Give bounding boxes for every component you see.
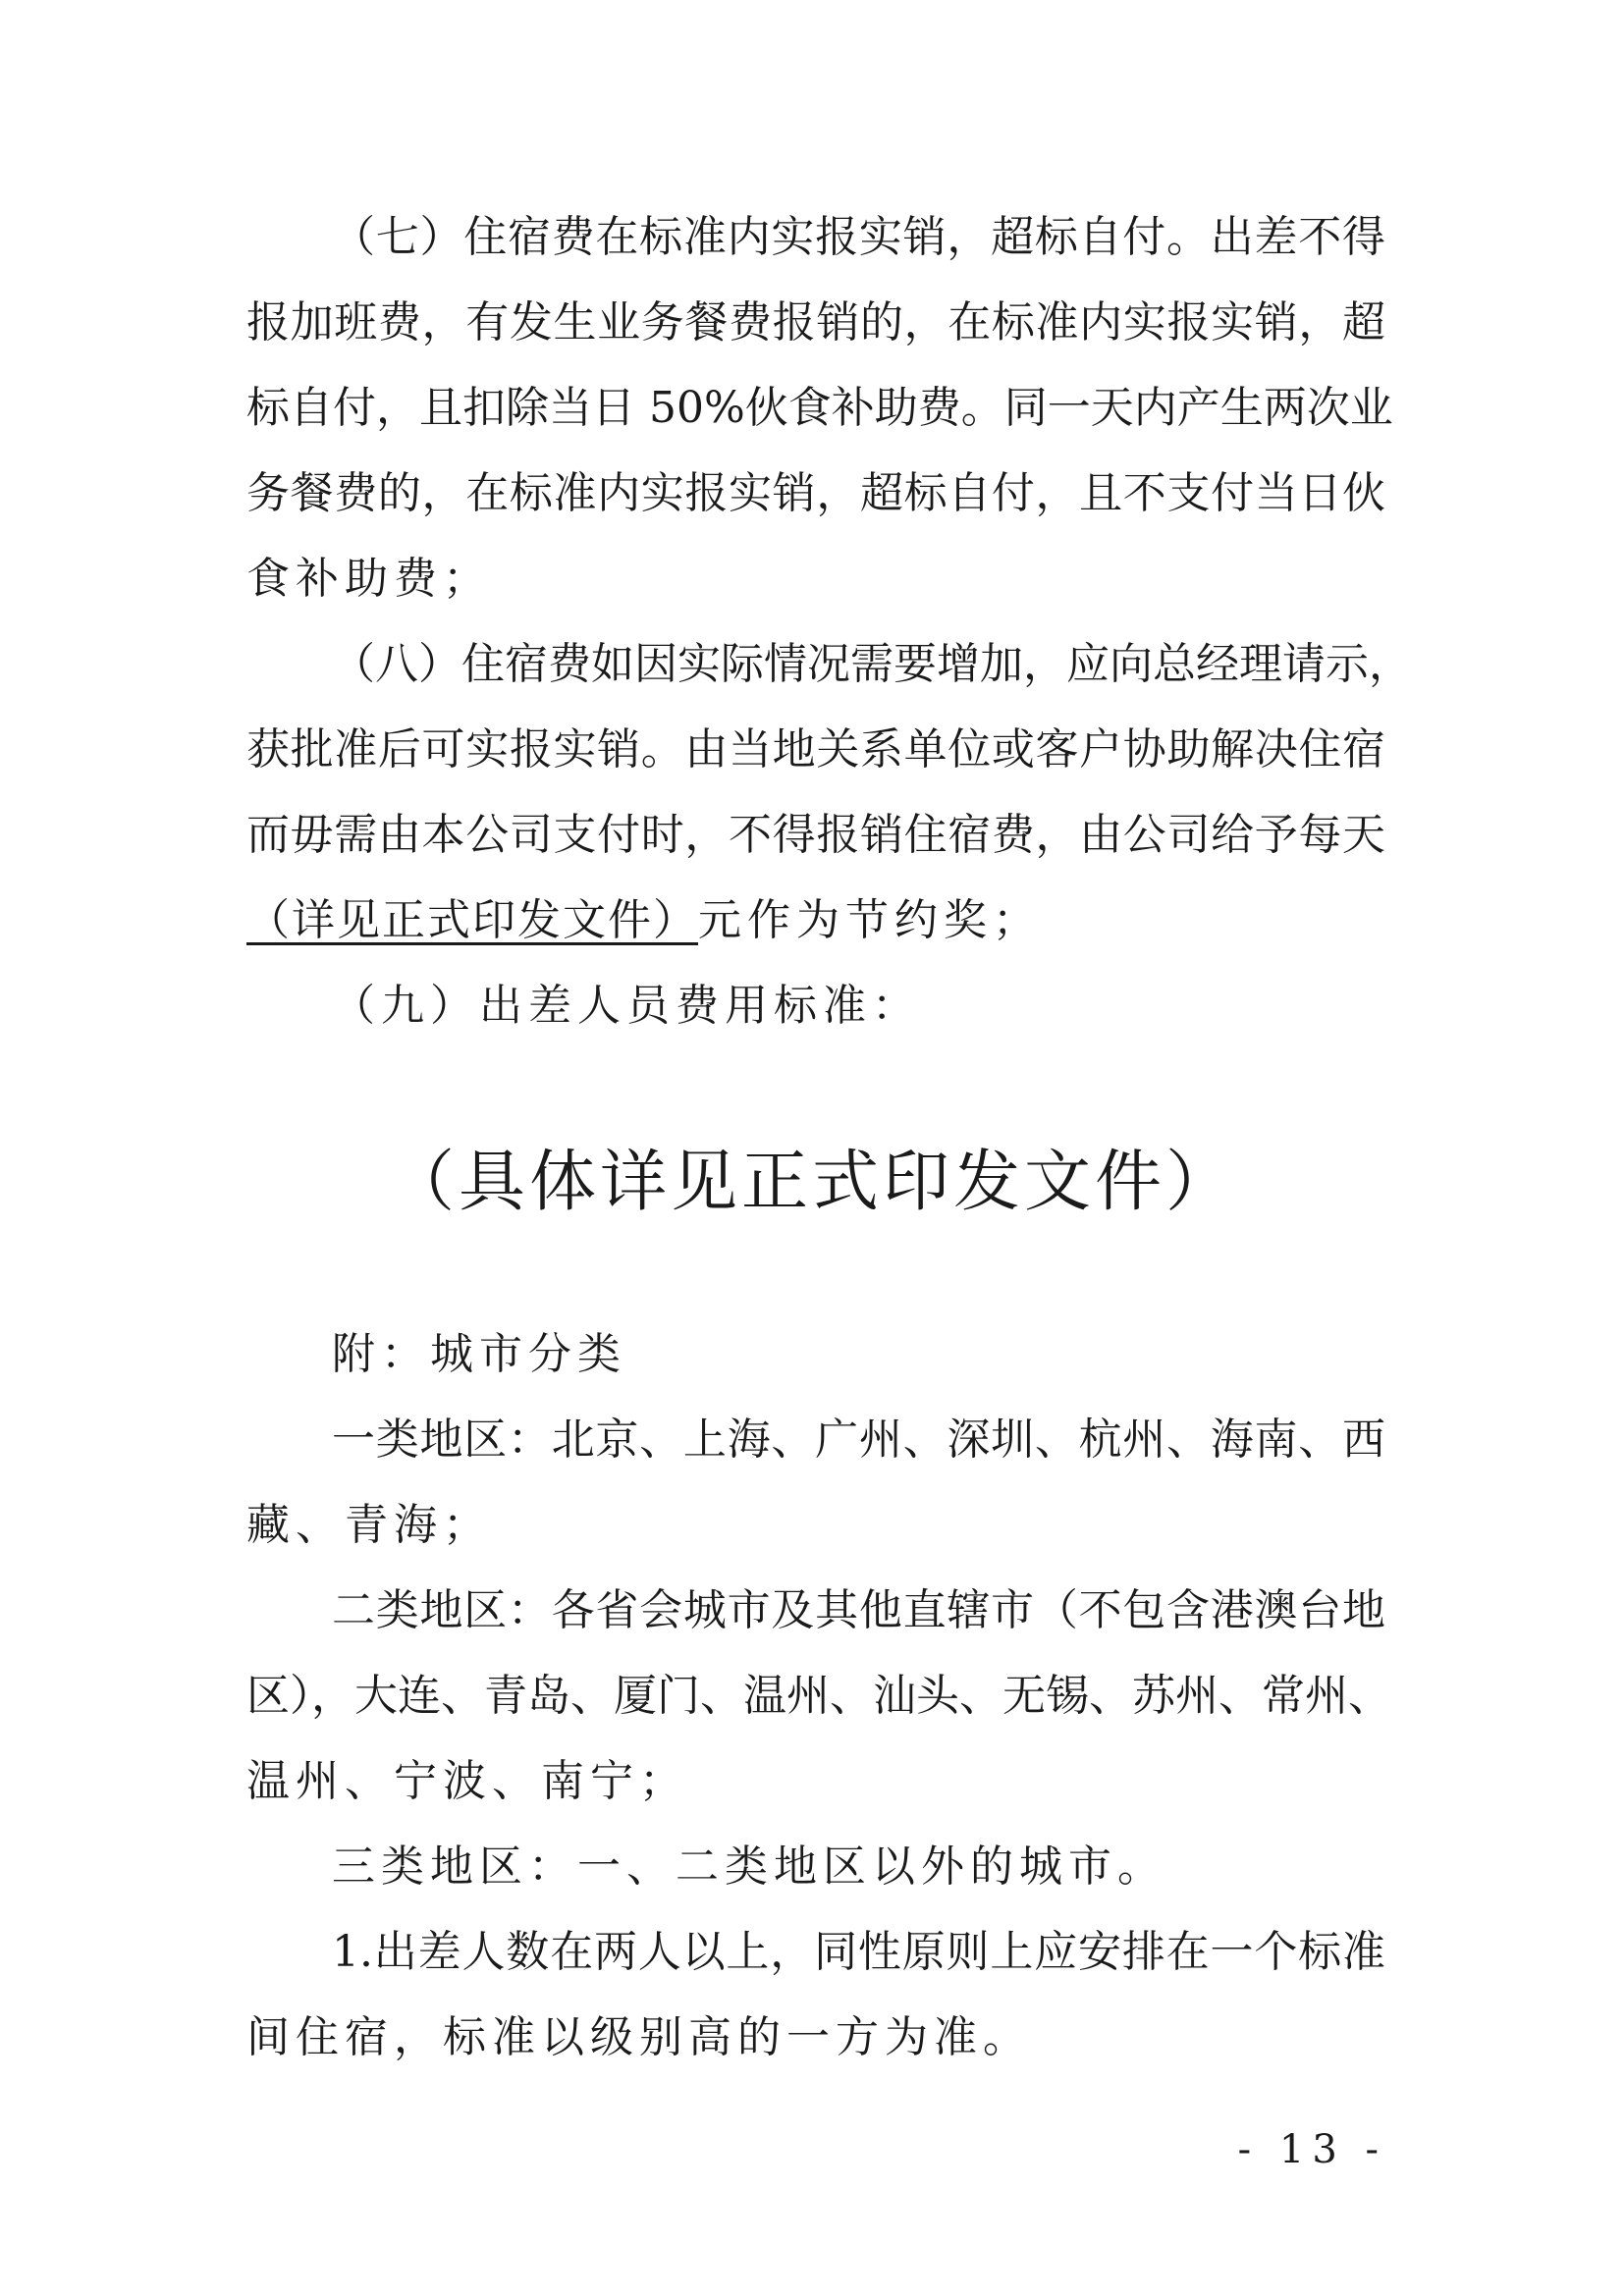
- paragraph-7-line-4: 务餐费的，在标准内实报实销，超标自付，且不支付当日伙: [246, 468, 1385, 518]
- standards-note-heading: （具体详见正式印发文件）: [387, 1144, 1236, 1221]
- class-1-line-2: 藏、青海；: [246, 1500, 492, 1550]
- page-number: - 13 -: [1237, 2127, 1386, 2172]
- paragraph-9: （九）出差人员费用标准：: [332, 981, 921, 1031]
- class-2-line-2: 区），大连、青岛、厦门、温州、汕头、无锡、苏州、常州、: [246, 1671, 1391, 1721]
- class-3: 三类地区：一、二类地区以外的城市。: [332, 1842, 1166, 1892]
- paragraph-7-line-1: （七）住宿费在标准内实报实销，超标自付。出差不得: [332, 212, 1385, 262]
- class-1-line-1: 一类地区：北京、上海、广州、深圳、杭州、海南、西: [332, 1415, 1385, 1465]
- appendix-title: 附：城市分类: [332, 1329, 626, 1379]
- paragraph-7-line-3: 标自付，且扣除当日 50%伙食补助费。同一天内产生两次业: [246, 383, 1393, 433]
- class-2-line-1: 二类地区：各省会城市及其他直辖市（不包含港澳台地: [332, 1585, 1385, 1635]
- class-2-line-3: 温州、宁波、南宁；: [246, 1756, 688, 1806]
- paragraph-8-underlined-note: （详见正式印发文件）: [246, 895, 698, 945]
- paragraph-8-line-4: [246, 876, 1385, 966]
- paragraph-8-line-4-rest: 元作为节约奖；: [698, 895, 1042, 945]
- rule-1-line-1: 1.出差人数在两人以上，同性原则上应安排在一个标准: [332, 1927, 1385, 1977]
- paragraph-8-line-3: 而毋需由本公司支付时，不得报销住宿费，由公司给予每天: [246, 810, 1385, 860]
- paragraph-8-line-1: （八）住宿费如因实际情况需要增加，应向总经理请示，: [332, 639, 1412, 689]
- paragraph-8-line-2: 获批准后可实报实销。由当地关系单位或客户协助解决住宿: [246, 724, 1385, 774]
- rule-1-line-2: 间住宿，标准以级别高的一方为准。: [246, 2012, 1032, 2062]
- paragraph-7-line-5: 食补助费；: [246, 554, 492, 604]
- paragraph-7-line-2: 报加班费，有发生业务餐费报销的，在标准内实报实销，超: [246, 297, 1385, 347]
